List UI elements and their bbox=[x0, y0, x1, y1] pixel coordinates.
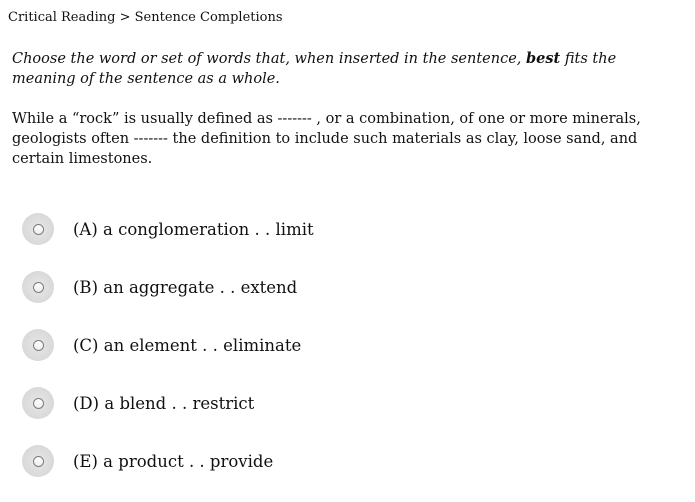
choice-text: an element . . eliminate bbox=[103, 335, 302, 355]
choice-letter: (D) bbox=[73, 393, 100, 413]
instructions-before: Choose the word or set of words that, when inserted in the sentence, bbox=[12, 51, 527, 67]
radio-circle-icon bbox=[33, 456, 44, 467]
radio-button-b[interactable] bbox=[22, 271, 54, 303]
radio-circle-icon bbox=[33, 224, 44, 235]
radio-circle-icon bbox=[33, 340, 44, 351]
choice-letter: (E) bbox=[73, 451, 98, 471]
breadcrumb-separator: > bbox=[119, 10, 131, 25]
radio-button-c[interactable] bbox=[22, 329, 54, 361]
choice-letter: (A) bbox=[73, 219, 98, 239]
instructions bbox=[12, 49, 682, 89]
choice-label-b bbox=[73, 278, 297, 297]
answer-choice-a[interactable] bbox=[22, 212, 622, 246]
answer-choices bbox=[22, 212, 622, 502]
answer-choice-b[interactable] bbox=[22, 270, 622, 304]
choice-text: a blend . . restrict bbox=[104, 393, 255, 413]
answer-choice-e[interactable] bbox=[22, 444, 622, 478]
answer-choice-d[interactable] bbox=[22, 386, 622, 420]
radio-button-d[interactable] bbox=[22, 387, 54, 419]
breadcrumb bbox=[8, 10, 283, 25]
radio-button-a[interactable] bbox=[22, 213, 54, 245]
question-text: While a “rock” is usually defined as ------- , or a combination, of one or more minerals, geologists often ------- the definition to include such materials as clay, loose sand, and certain limestones. bbox=[12, 111, 641, 167]
choice-text: an aggregate . . extend bbox=[103, 277, 298, 297]
breadcrumb-page: Sentence Completions bbox=[134, 10, 283, 25]
radio-button-e[interactable] bbox=[22, 445, 54, 477]
choice-text: a conglomeration . . limit bbox=[103, 219, 314, 239]
radio-circle-icon bbox=[33, 398, 44, 409]
choice-text: a product . . provide bbox=[103, 451, 274, 471]
choice-letter: (C) bbox=[73, 335, 99, 355]
choice-label-e bbox=[73, 452, 273, 471]
instructions-emphasis: best bbox=[526, 50, 561, 67]
choice-label-c bbox=[73, 336, 301, 355]
choice-label-d bbox=[73, 394, 254, 413]
answer-choice-c[interactable] bbox=[22, 328, 622, 362]
radio-circle-icon bbox=[33, 282, 44, 293]
choice-label-a bbox=[73, 220, 314, 239]
choice-letter: (B) bbox=[73, 277, 98, 297]
instructions-after: fits the meaning of the sentence as a whole. bbox=[12, 51, 617, 87]
breadcrumb-section[interactable]: Critical Reading bbox=[8, 10, 116, 25]
